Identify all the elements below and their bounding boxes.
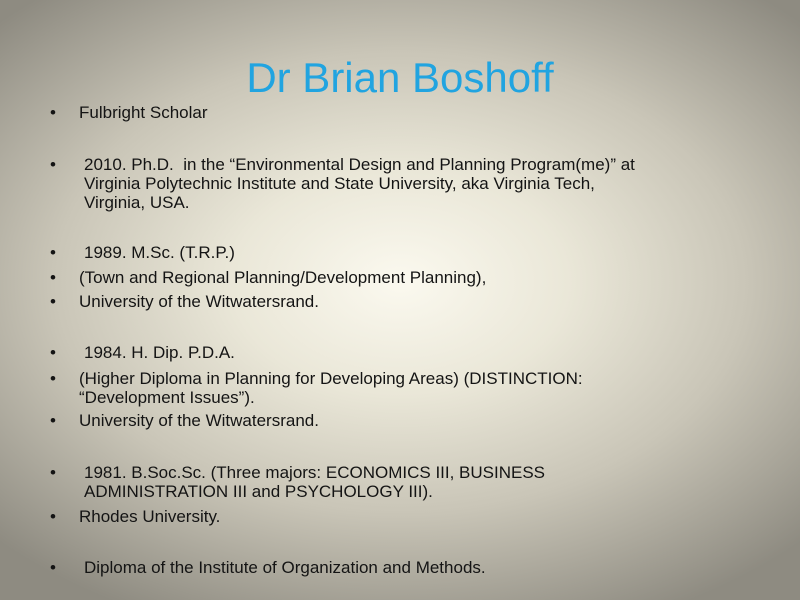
bullet-text: Fulbright Scholar <box>79 103 208 122</box>
bullet-dot-icon: • <box>50 507 56 526</box>
bullet-dot-icon: • <box>50 558 56 577</box>
bullet-dot-icon: • <box>50 369 56 388</box>
bullet-text: (Higher Diploma in Planning for Developing Areas) (DISTINCTION: “Development Issues”). <box>79 369 583 407</box>
bullet-dot-icon: • <box>50 243 56 262</box>
bullet-dot-icon: • <box>50 463 56 482</box>
bullet-text: (Town and Regional Planning/Development Planning), <box>79 268 487 287</box>
bullet-dot-icon: • <box>50 103 56 122</box>
bullet-text: 2010. Ph.D. in the “Environmental Design and Planning Program(me)” at Virginia Polytechnic Institute and State University, aka Virginia Tech, Virginia, USA. <box>84 155 635 212</box>
bullet-text: 1989. M.Sc. (T.R.P.) <box>84 243 235 262</box>
bullet-text: University of the Witwatersrand. <box>79 411 319 430</box>
bullet-text: Rhodes University. <box>79 507 221 526</box>
bullet-text: Diploma of the Institute of Organization and Methods. <box>84 558 486 577</box>
bullet-text: University of the Witwatersrand. <box>79 292 319 311</box>
bullet-dot-icon: • <box>50 155 56 174</box>
bullet-text: 1981. B.Soc.Sc. (Three majors: ECONOMICS III, BUSINESS ADMINISTRATION III and PSYCHOLOGY III). <box>84 463 546 501</box>
bullet-dot-icon: • <box>50 411 56 430</box>
bullet-dot-icon: • <box>50 292 56 311</box>
bullet-dot-icon: • <box>50 343 56 362</box>
bullet-dot-icon: • <box>50 268 56 287</box>
slide-title: Dr Brian Boshoff <box>246 54 554 101</box>
bullet-text: 1984. H. Dip. P.D.A. <box>84 343 235 362</box>
